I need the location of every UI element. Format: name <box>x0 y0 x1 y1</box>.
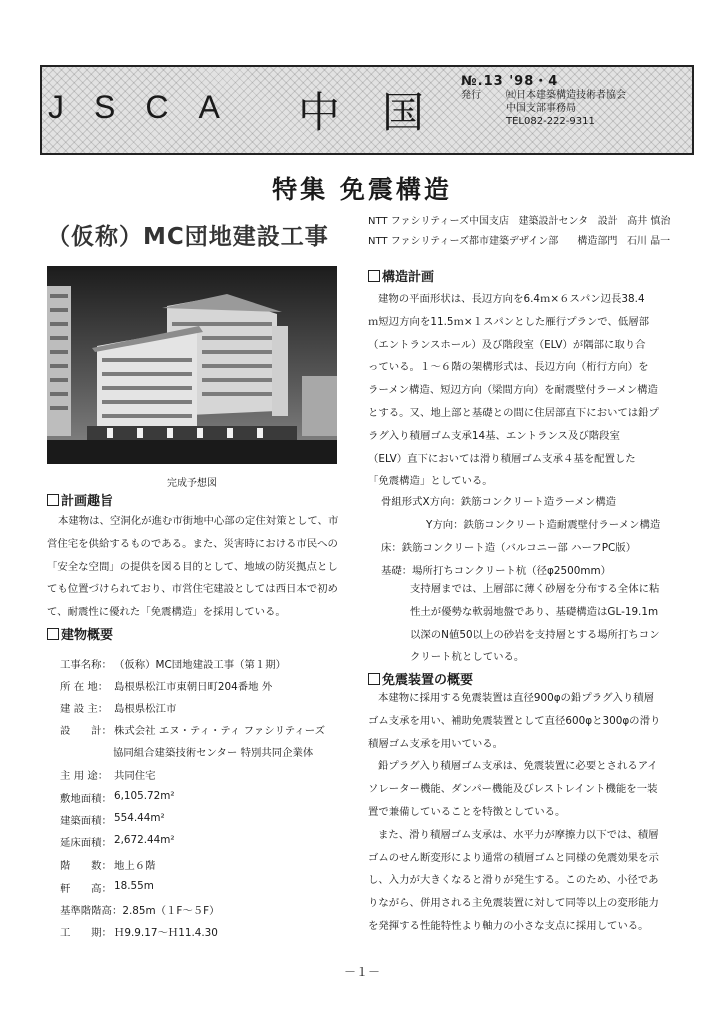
text-line: 置で兼備していることを特徴としている。 <box>368 805 566 818</box>
text-line: ソレーター機能、ダンパー機能及びレストレイント機能を一装 <box>368 783 658 796</box>
credit-org: NTT ファシリティーズ中国支店 <box>368 216 510 227</box>
credit-name: 石川 晶一 <box>626 236 671 247</box>
text-line: ｍ短辺方向を11.5ｍ×１スパンとした雁行プランで、低層部 <box>368 315 650 328</box>
overview-row: 敷地面積： 6,105.72m² <box>60 790 175 805</box>
issue-number: №.13 '98・4 <box>461 74 559 89</box>
heading-box-icon <box>47 628 59 640</box>
text-line: 本建物に採用する免震装置は直径900φの鉛プラグ入り積層 <box>378 692 655 704</box>
text-line: りながら、併用される主免震装置に対して同等以上の変形能力 <box>368 897 659 910</box>
photo-caption: 完成予想図 <box>167 478 217 489</box>
text-line: （エントランスホール）及び階段室（ELV）が隅部に取り合 <box>368 338 646 351</box>
foundation-row: 基礎： 場所打ちコンクリート杭（径φ2500mm） <box>381 565 611 577</box>
building-rendering-svg <box>47 266 337 464</box>
overview-row: 協同組合建築技術センター 特別共同企業体 <box>113 747 314 759</box>
text-line: ゴムのせん断変形により通常の積層ゴムと同様の免震効果を示 <box>368 851 659 864</box>
text-line: 性土が優勢な軟弱地盤であり、基礎構造はGL-19.1m <box>410 605 659 618</box>
heading-box-icon <box>368 673 380 685</box>
credit-dept: 構造部門 <box>577 236 618 247</box>
text-line: とする。又、地上部と基礎との間に住居部直下においては鉛プ <box>368 406 659 419</box>
overview-row: 基準階階高： 2.85m（１F～５F） <box>60 905 220 917</box>
text-line: ゴム支承を用い、補助免震装置として直径600φと300φの滑り <box>368 714 661 727</box>
overview-row: 軒 高： 18.55m <box>60 880 154 895</box>
structure-body <box>368 288 668 493</box>
isolator-heading: 免震装置の概要 <box>368 669 473 688</box>
page-number: －１－ <box>343 965 380 979</box>
text-line: て、耐震性に優れた「免震構造」を採用している。 <box>47 606 286 619</box>
text-line: 以深のN値50以上の砂岩を支持層とする場所打ちコン <box>410 628 660 641</box>
text-line: クリート杭としている。 <box>410 651 525 664</box>
credit-name: 高井 慎治 <box>627 216 671 227</box>
overview-row: 階 数： 地上６階 <box>60 860 156 872</box>
overview-row: 主 用 途： 共同住宅 <box>60 770 156 782</box>
heading-box-icon <box>368 270 380 282</box>
overview-heading: 建物概要 <box>47 624 113 643</box>
overview-row: 工事名称： （仮称）MC団地建設工事（第１期） <box>60 659 287 671</box>
credit-dept: 建築設計センタ <box>518 216 589 227</box>
text-line: 積層ゴム支承を用いている。 <box>368 737 504 750</box>
project-title: （仮称）MC団地建設工事 <box>47 224 329 250</box>
text-line: ラーメン構造、短辺方向（梁間方向）を耐震壁付ラーメン構造 <box>368 384 658 397</box>
floor-row: 床： 鉄筋コンクリート造（バルコニー部 ハーフPC版） <box>381 542 637 554</box>
masthead-region: 中国 <box>298 88 467 137</box>
feature-title: 特集 免震構造 <box>272 175 452 204</box>
overview-row: 所 在 地： 島根県松江市東朝日町204番地 外 <box>60 681 273 693</box>
overview-row: 建築面積： 554.44m² <box>60 812 165 827</box>
building-rendering-image <box>47 266 337 464</box>
phone-number: TEL082-222-9311 <box>506 116 595 127</box>
credit-line-2 <box>368 234 670 249</box>
plan-body <box>47 510 347 624</box>
overview-row: 設 計： 株式会社 エヌ・ティ・ティ ファシリティーズ <box>60 725 325 737</box>
credit-line-1 <box>368 214 670 229</box>
text-line: っている。１～６階の架構形式は、長辺方向（桁行方向）を <box>368 361 649 374</box>
overview-row: 建 設 主： 島根県松江市 <box>60 703 177 715</box>
text-line: 鉛プラグ入り積層ゴム支承は、免震装置に必要とされるアイ <box>378 760 658 773</box>
text-line: （ELV）直下においては滑り積層ゴム支承４基を配置した <box>368 452 636 465</box>
branch-office: 中国支部事務局 <box>506 103 576 114</box>
text-line: 本建物は、空洞化が進む市街地中心部の定住対策として、市 <box>58 515 339 527</box>
credit-org: NTT ファシリティーズ都市建築デザイン部 <box>368 236 559 247</box>
plan-heading: 計画趣旨 <box>47 490 113 509</box>
masthead-title: JSCA <box>48 89 250 125</box>
text-line: 「免震構造」としている。 <box>368 475 493 488</box>
frame-x-row: 骨組形式X方向： 鉄筋コンクリート造ラーメン構造 <box>381 496 616 508</box>
text-line: また、滑り積層ゴム支承は、水平力が摩擦力以下では、積層 <box>378 828 659 841</box>
heading-box-icon <box>47 494 59 506</box>
text-line: 営住宅を供給するものである。また、災害時における市民への <box>47 537 338 550</box>
text-line: ても位置づけられており、市営住宅建設としては西日本で初め <box>47 583 338 596</box>
credit-role: 設計 <box>597 216 618 227</box>
text-line: を発揮する性能特性より軸力の小さな支点に採用している。 <box>368 919 649 932</box>
frame-y-row: Y方向： 鉄筋コンクリート造耐震壁付ラーメン構造 <box>426 519 661 531</box>
publisher-name: ㈳日本建築構造技術者協会 <box>506 90 626 101</box>
isolator-body <box>368 687 668 938</box>
overview-row: 延床面積： 2,672.44m² <box>60 834 175 849</box>
foundation-body <box>410 578 674 669</box>
publisher-label: 発行 <box>461 90 481 101</box>
text-line: 支持層までは、上層部に薄く砂層を分布する全体に粘 <box>410 583 660 595</box>
overview-row: 工 期： Ｈ9.9.17～Ｈ11.4.30 <box>60 927 218 939</box>
structure-heading: 構造計画 <box>368 266 434 285</box>
text-line: し、入力が大きくなると滑りが発生する。このため、小径であ <box>368 874 659 887</box>
text-line: 「安全な空間」の提供を図る目的として、地域の防災拠点とし <box>47 560 338 573</box>
text-line: 建物の平面形状は、長辺方向を6.4ｍ×６スパン辺長38.4 <box>378 293 645 305</box>
text-line: ラグ入り積層ゴム支承14基、エントランス及び階段室 <box>368 429 620 442</box>
